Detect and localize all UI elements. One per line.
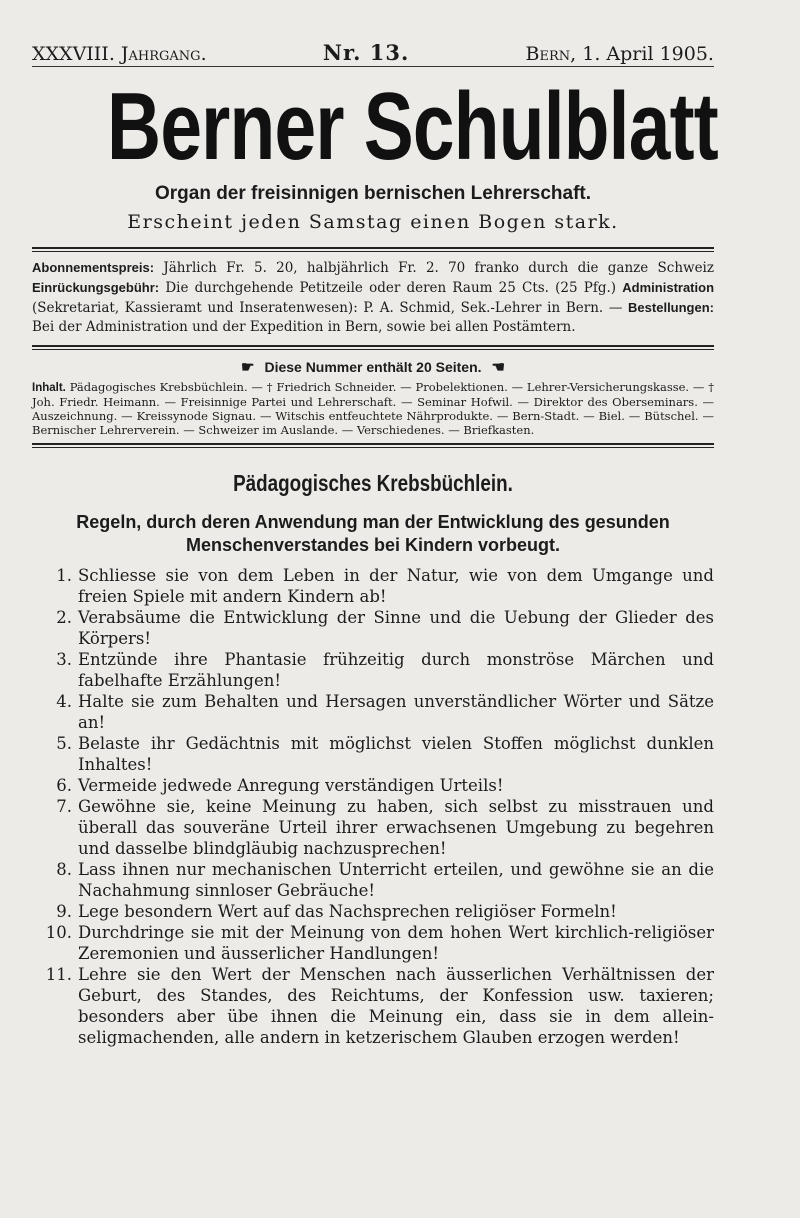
rule-text: Lehre sie den Wert der Menschen nach äusserlichen Verhältnissen der Geburt, des Standes, des Reichtums, der Konfession usw. taxieren; besonders aber übe ihnen die Meinung ein, dass sie in dem allein-seligmachenden, alle andern in ketzerischem Glauben erzogen werden! [78,965,714,1047]
divider [32,447,714,448]
rule-text: Belaste ihr Gedächtnis mit möglichst vielen Stoffen möglichst dunklen Inhaltes! [78,734,714,774]
contents-heading: ☛ Diese Nummer enthält 20 Seiten. ☚ [241,359,505,376]
newspaper-page [32,40,718,1048]
rule-text: Gewöhne sie, keine Meinung zu haben, sich selbst zu misstrauen und überall das souveräne Urteil ihrer erwachsenen Umgebung zu begehren und dasselbe blindgläubig nachzusprechen! [78,797,714,858]
rule-number: 2. [56,608,72,627]
rule-number: 11. [45,965,72,984]
newspaper-tagline: Erscheint jeden Samstag einen Bogen stark. [127,211,619,233]
issue-number: Nr. 13. [322,40,410,65]
rule-number: 9. [56,902,72,921]
rule-text: Schliesse sie von dem Leben in der Natur, wie von dem Umgange und freien Spiele mit andern Kindern ab! [78,566,714,606]
list-item [32,649,714,691]
list-item [32,964,714,1048]
divider [32,247,714,249]
rule-number: 7. [56,797,72,816]
table-of-contents: Inhalt. Pädagogisches Krebsbüchlein. — † Friedrich Schneider. — Probelektionen. — Lehrer-Versicherungskasse. — † Joh. Friedr. Heimann. — Freisinnige Partei und Lehrerschaft. — Seminar Hofwil. — Direktor des Oberseminars. — Auszeichnung. — Kreissynode Signau. — Witschis entfeuchtete Nährprodukte. — Bern-Stadt. — Biel. — Bütschel. — Bernischer Lehrerverein. — Schweizer im Auslande. — Verschiedenes. — Briefkasten. [32,380,714,437]
list-item [32,733,714,775]
rule-text: Lass ihnen nur mechanischen Unterricht erteilen, und gewöhne sie an die Nachahmung sinnloser Gebräuche! [78,860,714,900]
rule-number: 4. [56,692,72,711]
list-item [32,901,714,922]
rule-number: 10. [45,923,72,942]
rules-list [32,565,714,1048]
list-item [32,607,714,649]
divider [32,443,714,445]
rule-text: Entzünde ihre Phantasie frühzeitig durch monströse Märchen und fabelhafte Erzählungen! [78,650,714,690]
rule-text: Vermeide jedwede Anregung verständigen Urteils! [78,776,504,795]
newspaper-subtitle: Organ der freisinnigen bernischen Lehrerschaft. [154,183,592,204]
list-item [32,922,714,964]
rule-text: Lege besondern Wert auf das Nachsprechen religiöser Formeln! [78,902,617,921]
list-item [32,565,714,607]
rule-number: 3. [56,650,72,669]
rule-number: 6. [56,776,72,795]
volume-info: XXXVIII. Jahrgang. [32,43,207,65]
rule-text: Halte sie zum Behalten und Hersagen unverständlicher Wörter und Sätze an! [78,692,714,732]
article-subtitle: Regeln, durch deren Anwendung man der Entwicklung des gesunden Menschenverstandes bei Kindern vorbeugt. [76,512,670,555]
header-rule [32,66,714,67]
list-item [32,859,714,901]
masthead-line [32,40,714,66]
list-item [32,775,714,796]
article-title: Pädagogisches Krebsbüchlein. [233,470,513,496]
divider [32,345,714,347]
divider [32,349,714,350]
rule-number: 5. [56,734,72,753]
rule-text: Durchdringe sie mit der Meinung von dem hohen Wert kirchlich-religiöser Zeremonien und äusserlicher Handlungen! [78,923,714,963]
newspaper-title: Berner Schulblatt [107,73,718,180]
rule-number: 1. [56,566,72,585]
rule-number: 8. [56,860,72,879]
rule-text: Verabsäume die Entwicklung der Sinne und die Uebung der Glieder des Körpers! [78,608,714,648]
divider [32,251,714,252]
list-item [32,691,714,733]
pointing-hand-left-icon: ☚ [491,359,505,376]
issue-date: Bern, 1. April 1905. [525,43,714,65]
subscription-info: Abonnementspreis: Jährlich Fr. 5. 20, halbjährlich Fr. 2. 70 franko durch die ganze Schweiz Einrückungsgebühr: Die durchgehende Petitzeile oder deren Raum 25 Cts. (25 Pfg.) Administration (Sekretariat, Kassieramt und Inseratenwesen): P. A. Schmid, Sek.-Lehrer in Bern. — Bestellungen: Bei der Administration und der Expedition in Bern, sowie bei allen Postämtern. [32,260,715,335]
pointing-hand-right-icon: ☛ [241,359,255,376]
list-item [32,796,714,859]
